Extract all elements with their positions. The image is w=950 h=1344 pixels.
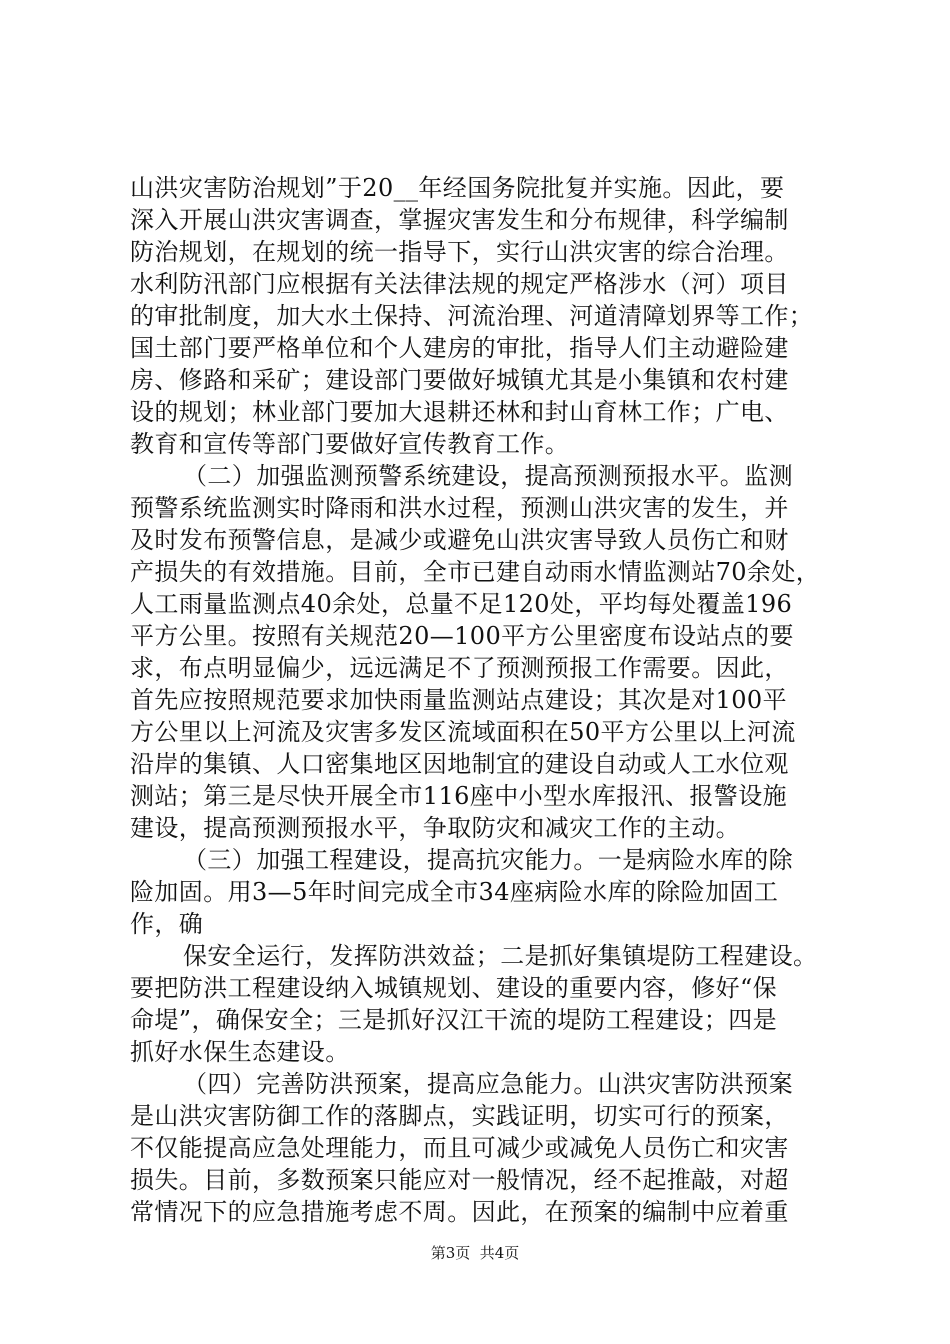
text-line: 深入开展山洪灾害调查，掌握灾害发生和分布规律，科学编制 [130,206,789,234]
paragraph-start-line: （二）加强监测预警系统建设，提高预测预报水平。监测 [183,462,793,490]
text-line: 损失。目前，多数预案只能应对一般情况，经不起推敲，对超 [130,1166,789,1194]
text-line: 首先应按照规范要求加快雨量监测站点建设；其次是对100平 [130,686,788,714]
text-line: 水利防汛部门应根据有关法律法规的规定严格涉水（河）项目 [130,270,789,298]
text-line: 产损失的有效措施。目前，全市已建自动雨水情监测站70余处， [130,558,821,586]
paragraph-start-line: （三）加强工程建设，提高抗灾能力。一是病险水库的除 [183,846,793,874]
text-line: 抓好水保生态建设。 [130,1038,350,1066]
text-line: 教育和宣传等部门要做好宣传教育工作。 [130,430,570,458]
text-line: 命堤”，确保安全；三是抓好汉江干流的堤防工程建设；四是 [130,1006,778,1034]
text-line: 常情况下的应急措施考虑不周。因此，在预案的编制中应着重 [130,1198,789,1226]
text-line: 防治规划，在规划的统一指导下，实行山洪灾害的综合治理。 [130,238,789,266]
text-line: 建设，提高预测预报水平，争取防灾和减灾工作的主动。 [130,814,740,842]
text-line: 沿岸的集镇、人口密集地区因地制宜的建设自动或人工水位观 [130,750,789,778]
text-line: 的审批制度，加大水土保持、河流治理、河道清障划界等工作； [130,302,814,330]
text-line: 设的规划；林业部门要加大退耕还林和封山育林工作；广电、 [130,398,789,426]
text-line: 作，确 [130,910,204,938]
text-line: 险加固。用3—5年时间完成全市34座病险水库的除险加固工 [130,878,779,906]
paragraph-start-line: （四）完善防洪预案，提高应急能力。山洪灾害防洪预案 [183,1070,793,1098]
text-line: 方公里以上河流及灾害多发区流域面积在50平方公里以上河流 [130,718,796,746]
text-line: 人工雨量监测点40余处，总量不足120处，平均每处覆盖196 [130,590,793,618]
text-line: 山洪灾害防治规划”于20__年经国务院批复并实施。因此，要 [130,174,785,202]
text-line: 平方公里。按照有关规范20—100平方公里密度布设站点的要 [130,622,794,650]
text-line: 测站；第三是尽快开展全市116座中小型水库报汛、报警设施 [130,782,788,810]
text-line: 要把防洪工程建设纳入城镇规划、建设的重要内容，修好“保 [130,974,778,1002]
text-line: 及时发布预警信息，是减少或避免山洪灾害导致人员伤亡和财 [130,526,789,554]
paragraph-start-line: 保安全运行，发挥防洪效益；二是抓好集镇堤防工程建设。 [183,942,818,970]
text-line: 预警系统监测实时降雨和洪水过程，预测山洪灾害的发生，并 [130,494,789,522]
text-line: 求，布点明显偏少，远远满足不了预测预报工作需要。因此， [130,654,789,682]
text-line: 国土部门要严格单位和个人建房的审批，指导人们主动避险建 [130,334,789,362]
text-line: 房、修路和采矿；建设部门要做好城镇尤其是小集镇和农村建 [130,366,789,394]
text-line: 不仅能提高应急处理能力，而且可减少或减免人员伤亡和灾害 [130,1134,789,1162]
page-number-footer: 第3页 共4页 [430,1244,520,1262]
body-text [130,172,840,1228]
text-line: 是山洪灾害防御工作的落脚点，实践证明，切实可行的预案， [130,1102,789,1130]
